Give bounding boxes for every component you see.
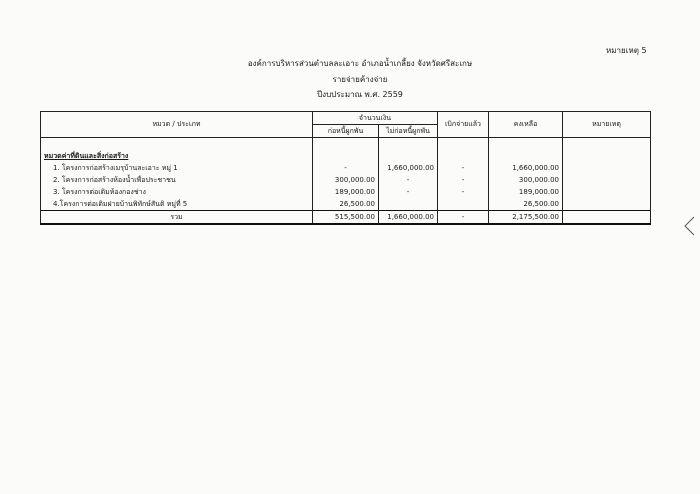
total-label: รวม [41, 211, 313, 225]
row-item: 2. โครงการก่อสร้างห้องน้ำเพื่อประชาชน [41, 174, 313, 186]
row-uncommitted: - [379, 174, 438, 186]
note-tag: หมายเหตุ 5 [606, 46, 647, 55]
total-disbursed: - [438, 211, 489, 225]
row-remaining: 1,660,000.00 [489, 162, 563, 174]
header-remarks: หมายเหตุ [563, 112, 651, 138]
row-item: 4.โครงการต่อเติมฝายบ้านพิทักษ์สันติ หมู่ที่ 5 [41, 198, 313, 211]
row-disbursed: - [438, 162, 489, 174]
scan-mark [683, 216, 695, 236]
row-committed: 189,000.00 [313, 186, 379, 198]
subject-title: รายจ่ายค้างจ่าย [332, 75, 388, 84]
row-uncommitted: - [379, 186, 438, 198]
row-remaining: 26,500.00 [489, 198, 563, 211]
header-remaining: คงเหลือ [489, 112, 563, 138]
total-committed: 515,500.00 [313, 211, 379, 225]
table-row [41, 186, 651, 198]
category-label: หมวดค่าที่ดินและสิ่งก่อสร้าง [41, 150, 313, 162]
header-uncommitted: ไม่ก่อหนี้ผูกพัน [379, 125, 438, 138]
header-amount: จำนวนเงิน [313, 112, 438, 125]
fiscal-year: ปีงบประมาณ พ.ศ. 2559 [317, 90, 403, 99]
row-item: 3. โครงการต่อเติมห้องกองช่าง [41, 186, 313, 198]
total-row [41, 211, 651, 225]
row-disbursed: - [438, 174, 489, 186]
org-title: องค์การบริหารส่วนตำบลละเอาะ อำเภอน้ำเกลี้ยง จังหวัดศรีสะเกษ [247, 59, 473, 68]
row-uncommitted: 1,660,000.00 [379, 162, 438, 174]
header-disbursed: เบิกจ่ายแล้ว [438, 112, 489, 138]
row-item: 1. โครงการก่อสร้างเมรุบ้านละเอาะ หมู่ 1 [41, 162, 313, 174]
total-uncommitted: 1,660,000.00 [379, 211, 438, 225]
table-row [41, 198, 651, 211]
row-remaining: 189,000.00 [489, 186, 563, 198]
header-committed: ก่อหนี้ผูกพัน [313, 125, 379, 138]
header-category: หมวด / ประเภท [41, 112, 313, 138]
expense-table [40, 111, 651, 225]
row-remaining: 300,000.00 [489, 174, 563, 186]
table-row [41, 162, 651, 174]
total-remaining: 2,175,500.00 [489, 211, 563, 225]
row-committed: - [313, 162, 379, 174]
table-row [41, 174, 651, 186]
row-disbursed [438, 198, 489, 211]
row-uncommitted [379, 198, 438, 211]
row-committed: 300,000.00 [313, 174, 379, 186]
row-committed: 26,500.00 [313, 198, 379, 211]
row-disbursed: - [438, 186, 489, 198]
